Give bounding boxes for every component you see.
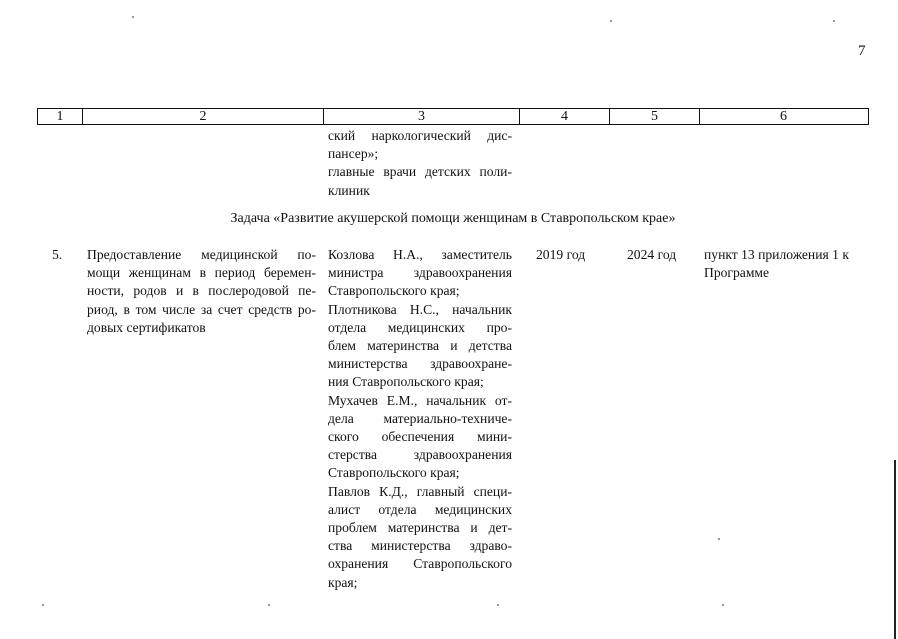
text-line: пункт 13 приложения 1 к [704, 247, 849, 262]
text-line: Козлова Н.А., заместитель [328, 247, 512, 262]
text-line: блем материнства и детства [328, 338, 512, 354]
text-line: дела материально-техниче- [328, 410, 512, 426]
text-line: мощи женщинам в период беремен- [87, 265, 316, 281]
end-year [627, 246, 676, 264]
text-line: ния Ставропольского края; [328, 374, 484, 390]
scan-speck [722, 604, 724, 606]
table-header-row [37, 108, 869, 125]
page-number: 7 [858, 43, 866, 59]
header-cell-2: 2 [83, 109, 324, 124]
text-line: пансер»; [328, 146, 379, 162]
header-cell-5: 5 [610, 109, 700, 124]
text-line: проблем материнства и дет- [328, 520, 512, 536]
text-line: Ставропольского края; [328, 465, 460, 481]
scan-speck [132, 16, 134, 18]
scan-speck [833, 20, 835, 22]
header-cell-4: 4 [520, 109, 610, 124]
scan-speck [610, 20, 612, 22]
text-line: 2024 год [627, 247, 677, 262]
measure-description [87, 246, 316, 337]
text-line: Программе [704, 265, 770, 281]
text-line: охранения Ставропольского [328, 556, 512, 572]
responsible-persons [328, 246, 512, 592]
continuation-col3 [328, 127, 512, 200]
text-line: ности, родов и в послеродовой пе- [87, 283, 316, 299]
text-line: министерства здравоохране- [328, 356, 512, 372]
header-cell-1: 1 [38, 109, 83, 124]
scan-edge-line [894, 460, 896, 639]
text-line: Мухачев Е.М., начальник от- [328, 392, 512, 408]
text-line: Павлов К.Д., главный специ- [328, 483, 512, 499]
text-line: алист отдела медицинских [328, 501, 512, 517]
scan-speck [497, 604, 499, 606]
text-line: Предоставление медицинской по- [87, 247, 316, 262]
scan-speck [268, 604, 270, 606]
program-reference [704, 246, 870, 282]
start-year [536, 246, 585, 264]
text-line: министра здравоохранения [328, 265, 512, 281]
scan-speck [718, 538, 720, 540]
header-cell-6: 6 [780, 109, 787, 124]
scan-speck [42, 604, 44, 606]
text-line: Плотникова Н.С., начальник [328, 301, 512, 317]
text-line: ского обеспечения мини- [328, 429, 512, 445]
text-line: 2019 год [536, 247, 586, 262]
text-line: отдела медицинских про- [328, 319, 512, 335]
header-cell-3: 3 [324, 109, 520, 124]
text-line: клиник [328, 182, 370, 198]
text-line: ства министерства здраво- [328, 538, 512, 554]
text-line: ский наркологический дис- [328, 128, 512, 143]
text-line: 5. [52, 247, 63, 262]
text-line: Ставропольского края; [328, 283, 460, 299]
row-number [52, 246, 62, 264]
text-line: главные врачи детских поли- [328, 164, 512, 180]
text-line: стерства здравоохранения [328, 447, 512, 463]
text-line: риод, в том числе за счет средств ро- [87, 301, 316, 317]
task-title: Задача «Развитие акушерской помощи женщинам в Ставропольском крае» [230, 211, 676, 226]
text-line: довых сертификатов [87, 319, 206, 335]
text-line: края; [328, 574, 358, 590]
